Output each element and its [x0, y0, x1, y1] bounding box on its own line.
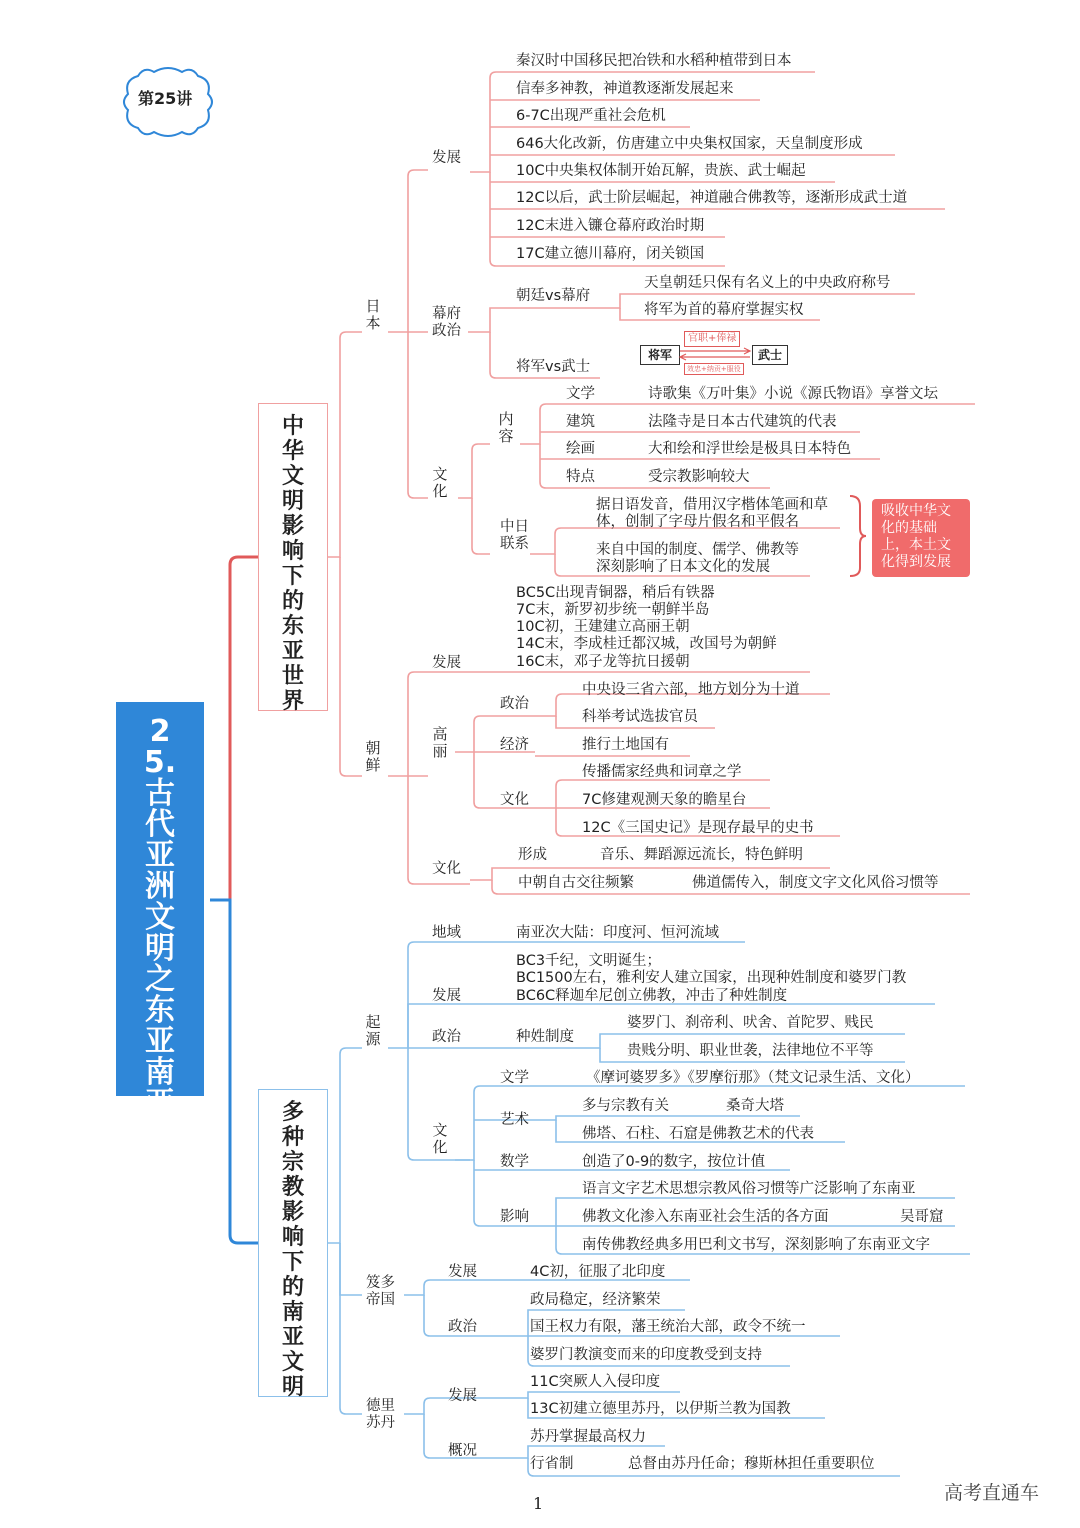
origin-culture-label: 文化	[432, 1121, 448, 1156]
form-value: 音乐、舞蹈源远流长，特色鲜明	[600, 847, 803, 863]
japan-dev-item: 12C末进入镰仓幕府政治时期	[516, 218, 705, 234]
gupta-politics-item: 政局稳定，经济繁荣	[530, 1292, 661, 1308]
delhi-dev-label: 发展	[448, 1388, 477, 1404]
origin-label: 起源	[365, 1013, 381, 1048]
goryeo-culture-item: 传播儒家经典和词章之学	[582, 764, 742, 780]
japan-dev-item: 6-7C出现严重社会危机	[516, 108, 666, 124]
goryeo-politics-label: 政治	[500, 696, 529, 712]
shogunate-label: 幕府政治	[432, 306, 461, 339]
lit-value: 《摩诃婆罗多》《罗摩衍那》（梵文记录生活、文化）	[586, 1070, 920, 1086]
exchange-value: 佛道儒传入，制度文字文化风俗习惯等	[692, 875, 939, 891]
main-title: 25.古代亚洲文明之东亚南亚	[116, 702, 204, 1096]
korea-dev-label: 发展	[432, 655, 461, 671]
goryeo-politics-item: 科举考试选拔官员	[582, 709, 698, 725]
gupta-politics-item: 婆罗门教演变而来的印度教受到支持	[530, 1347, 762, 1363]
origin-politics-label: 政治	[432, 1029, 461, 1045]
note-box: 吸收中华文化的基础上，本土文化得到发展	[872, 499, 970, 577]
exchange-label: 中朝自古交往频繁	[518, 875, 634, 891]
region-value: 南亚次大陆：印度河、恒河流域	[516, 925, 719, 941]
influence-label: 影响	[500, 1209, 529, 1225]
japan-culture-label: 文化	[432, 465, 448, 500]
content-key: 文学	[566, 386, 595, 402]
caste-label: 种姓制度	[516, 1029, 574, 1045]
court-item: 将军为首的幕府掌握实权	[644, 302, 804, 318]
gupta-politics-label: 政治	[448, 1319, 477, 1335]
diagram-samurai: 武士	[752, 345, 788, 365]
art-item: 佛塔、石柱、石窟是佛教艺术的代表	[582, 1126, 814, 1142]
link-item: 据日语发音，借用汉字楷体笔画和草体，创制了字母片假名和平假名	[596, 497, 828, 530]
diagram-arrows	[678, 346, 752, 362]
gupta-dev-label: 发展	[448, 1264, 477, 1280]
diagram-top-label: 官职+俸禄	[684, 331, 740, 347]
content-label: 内容	[498, 410, 514, 445]
gupta-politics-item: 国王权力有限，藩王统治大部，政令不统一	[530, 1319, 806, 1335]
court-item: 天皇朝廷只保有名义上的中央政府称号	[644, 275, 891, 291]
influence-item: 佛教文化渗入东南亚社会生活的各方面	[582, 1209, 829, 1225]
general-vs-samurai: 将军vs武士	[516, 359, 591, 375]
content-value: 法隆寺是日本古代建筑的代表	[648, 414, 837, 430]
content-value: 大和绘和浮世绘是极具日本特色	[648, 441, 851, 457]
japan-dev-item: 秦汉时中国移民把冶铁和水稻种植带到日本	[516, 53, 792, 69]
origin-dev-item: BC6C释迦牟尼创立佛教，冲击了种姓制度	[516, 988, 788, 1004]
origin-dev-item: BC1500左右，雅利安人建立国家，出现种姓制度和婆罗门教	[516, 970, 907, 986]
goryeo-label: 高丽	[432, 725, 448, 760]
japan-dev-item: 17C建立德川幕府，闭关锁国	[516, 246, 705, 262]
japan-label: 日本	[365, 297, 381, 332]
delhi-overview-item: 行省制	[530, 1456, 574, 1472]
caste-item: 婆罗门、刹帝利、吠舍、首陀罗、贱民	[627, 1015, 874, 1031]
influence-item: 吴哥窟	[900, 1209, 944, 1225]
gupta-dev: 4C初，征服了北印度	[530, 1264, 666, 1280]
china-japan-link-label: 中日联系	[500, 519, 529, 552]
form-label: 形成	[518, 847, 547, 863]
diagram-general: 将军	[640, 345, 680, 365]
caste-item: 贵贱分明、职业世袭，法律地位不平等	[627, 1043, 874, 1059]
korea-dev-item: 7C末，新罗初步统一朝鲜半岛	[516, 602, 710, 618]
math-label: 数学	[500, 1154, 529, 1170]
lesson-badge-label: 第25讲	[138, 89, 193, 108]
court-vs-shogun: 朝廷vs幕府	[516, 288, 591, 304]
region-label: 地域	[432, 925, 461, 941]
art-item: 桑奇大塔	[726, 1098, 784, 1114]
content-value: 受宗教影响较大	[648, 469, 750, 485]
south-asia-branch: 多种宗教影响下的南亚文明	[258, 1089, 328, 1397]
delhi-overview-label: 概况	[448, 1443, 477, 1459]
korea-dev-item: 10C初，王建建立高丽王朝	[516, 619, 690, 635]
gupta-label: 笈多帝国	[366, 1275, 395, 1308]
delhi-label: 德里苏丹	[366, 1398, 395, 1431]
influence-item: 南传佛教经典多用巴利文书写，深刻影响了东南亚文字	[582, 1237, 930, 1253]
delhi-overview-item: 苏丹掌握最高权力	[530, 1429, 646, 1445]
korea-dev-item: 16C末，邓子龙等抗日援朝	[516, 654, 690, 670]
east-asia-branch: 中华文明影响下的东亚世界	[258, 403, 328, 711]
link-item: 来自中国的制度、儒学、佛教等深刻影响了日本文化的发展	[596, 542, 799, 575]
goryeo-culture-item: 12C《三国史记》是现存最早的史书	[582, 820, 814, 836]
art-label: 艺术	[500, 1112, 529, 1128]
japan-dev-item: 12C以后，武士阶层崛起，神道融合佛教等，逐渐形成武士道	[516, 190, 908, 206]
page-number: 1	[533, 1494, 544, 1513]
korea-culture-label: 文化	[432, 861, 461, 877]
origin-dev-item: BC3千纪，文明诞生；	[516, 953, 662, 969]
delhi-dev-item: 11C突厥人入侵印度	[530, 1374, 661, 1390]
goryeo-economy-label: 经济	[500, 737, 529, 753]
japan-dev-item: 10C中央集权体制开始瓦解，贵族、武士崛起	[516, 163, 806, 179]
content-key: 绘画	[566, 441, 595, 457]
content-key: 建筑	[566, 414, 595, 430]
delhi-overview-item: 总督由苏丹任命；穆斯林担任重要职位	[628, 1456, 875, 1472]
korea-dev-item: 14C末，李成桂迁都汉城，改国号为朝鲜	[516, 636, 777, 652]
art-item: 多与宗教有关	[582, 1098, 669, 1114]
japan-dev-label: 发展	[432, 150, 461, 166]
japan-dev-item: 信奉多神教，神道教逐渐发展起来	[516, 81, 734, 97]
goryeo-economy: 推行土地国有	[582, 737, 669, 753]
content-key: 特点	[566, 469, 595, 485]
math-value: 创造了0-9的数字，按位计值	[582, 1154, 766, 1170]
watermark: 高考直通车	[944, 1482, 1040, 1504]
korea-label: 朝鲜	[365, 739, 381, 774]
influence-item: 语言文字艺术思想宗教风俗习惯等广泛影响了东南亚	[582, 1181, 916, 1197]
japan-dev-item: 646大化改新，仿唐建立中央集权国家，天皇制度形成	[516, 136, 863, 152]
goryeo-culture-item: 7C修建观测天象的瞻星台	[582, 792, 747, 808]
content-value: 诗歌集《万叶集》小说《源氏物语》享誉文坛	[648, 386, 938, 402]
goryeo-politics-item: 中央设三省六部，地方划分为十道	[582, 682, 800, 698]
origin-dev-label: 发展	[432, 988, 461, 1004]
diagram-bottom-label: 效忠+纳贡+服役	[684, 363, 744, 375]
korea-dev-item: BC5C出现青铜器，稍后有铁器	[516, 585, 715, 601]
delhi-dev-item: 13C初建立德里苏丹，以伊斯兰教为国教	[530, 1401, 791, 1417]
goryeo-culture-label: 文化	[500, 792, 529, 808]
lit-label: 文学	[500, 1070, 529, 1086]
